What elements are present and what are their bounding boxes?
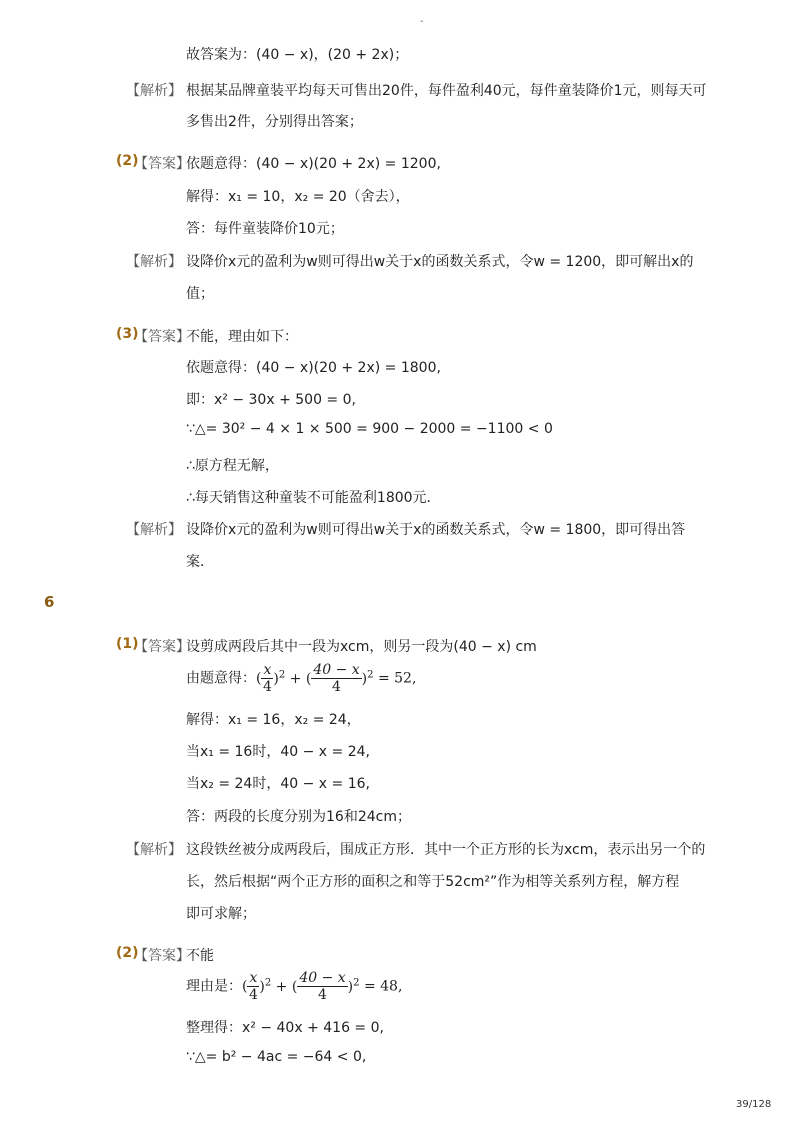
solution-line: ∵△= b² − 4ac = −64 < 0, bbox=[186, 1049, 367, 1065]
solution-line: 答：两段的长度分别为16和24cm； bbox=[186, 809, 411, 825]
solution-line: 解得：x₁ = 10，x₂ = 20（舍去）， bbox=[186, 189, 410, 205]
answer-tag: 【答案】 bbox=[134, 329, 190, 345]
fraction: $\frac{x}{4}$ bbox=[262, 662, 272, 695]
solution-line: 不能 bbox=[186, 948, 214, 964]
solution-line: ∴每天销售这种童装不可能盈利1800元． bbox=[186, 490, 441, 506]
answer-tag: 【答案】 bbox=[134, 156, 190, 172]
equation-line: 由题意得：( $\frac{x}{4}$ )$^2$ + ( $\frac{40 - x}{4}$ )$^2$ = 52, bbox=[186, 662, 417, 695]
analysis-text: 长，然后根据“两个正方形的面积之和等于52cm²”作为相等关系列方程，解方程 bbox=[186, 874, 680, 890]
solution-line: 不能，理由如下： bbox=[186, 329, 298, 345]
analysis-text: 设降价x元的盈利为w则可得出w关于x的函数关系式，令w = 1200，即可解出x的 bbox=[186, 254, 694, 270]
sub-question-number: (3) bbox=[116, 326, 139, 342]
solution-line: 设剪成两段后其中一段为xcm，则另一段为(40 − x) cm bbox=[186, 639, 537, 655]
solution-line: 答：每件童装降价10元； bbox=[186, 221, 344, 237]
question-number: 6 bbox=[44, 593, 55, 611]
solution-line: 整理得：x² − 40x + 416 = 0, bbox=[186, 1020, 384, 1036]
sub-question-number: (2) bbox=[116, 153, 139, 169]
answer-tag: 【答案】 bbox=[134, 948, 190, 964]
answer-tag: 【答案】 bbox=[134, 639, 190, 655]
header-mark: - bbox=[420, 16, 424, 27]
fraction: $\frac{40 - x}{4}$ bbox=[313, 662, 360, 695]
solution-line: ∴原方程无解， bbox=[186, 458, 279, 474]
solution-line: 依题意得：(40 − x)(20 + 2x) = 1800, bbox=[186, 360, 441, 376]
analysis-text: 设降价x元的盈利为w则可得出w关于x的函数关系式，令w = 1800，即可得出答 bbox=[186, 522, 686, 538]
solution-line: 当x₂ = 24时，40 − x = 16, bbox=[186, 776, 370, 792]
equation-line: 理由是：( $\frac{x}{4}$ )$^2$ + ( $\frac{40 - x}{4}$ )$^2$ = 48, bbox=[186, 970, 403, 1003]
analysis-tag: 【解析】 bbox=[126, 83, 182, 99]
analysis-text: 案． bbox=[186, 554, 214, 570]
analysis-text: 值； bbox=[186, 286, 214, 302]
analysis-text: 这段铁丝被分成两段后，围成正方形．其中一个正方形的长为xcm，表示出另一个的 bbox=[186, 842, 706, 858]
analysis-tag: 【解析】 bbox=[126, 842, 182, 858]
analysis-tag: 【解析】 bbox=[126, 254, 182, 270]
answer-line: 故答案为：(40 − x)，(20 + 2x)； bbox=[186, 47, 409, 63]
solution-line: 解得：x₁ = 16，x₂ = 24， bbox=[186, 712, 361, 728]
analysis-tag: 【解析】 bbox=[126, 522, 182, 538]
solution-line: 依题意得：(40 − x)(20 + 2x) = 1200, bbox=[186, 156, 441, 172]
sub-question-number: (1) bbox=[116, 636, 139, 652]
analysis-text: 根据某品牌童装平均每天可售出20件，每件盈利40元，每件童装降价1元，则每天可 bbox=[186, 83, 707, 99]
solution-line: 即：x² − 30x + 500 = 0, bbox=[186, 392, 356, 408]
analysis-text: 多售出2件，分别得出答案； bbox=[186, 114, 363, 130]
sub-question-number: (2) bbox=[116, 945, 139, 961]
equation-label: 理由是： bbox=[186, 978, 242, 995]
solution-line: 当x₁ = 16时，40 − x = 24, bbox=[186, 744, 370, 760]
solution-line: ∵△= 30² − 4 × 1 × 500 = 900 − 2000 = −1100 < 0 bbox=[186, 421, 553, 437]
fraction: $\frac{40 - x}{4}$ bbox=[299, 970, 346, 1003]
page-number: 39/128 bbox=[736, 1099, 772, 1110]
analysis-text: 即可求解； bbox=[186, 906, 256, 922]
fraction: $\frac{x}{4}$ bbox=[248, 970, 258, 1003]
equation-label: 由题意得： bbox=[186, 670, 256, 687]
